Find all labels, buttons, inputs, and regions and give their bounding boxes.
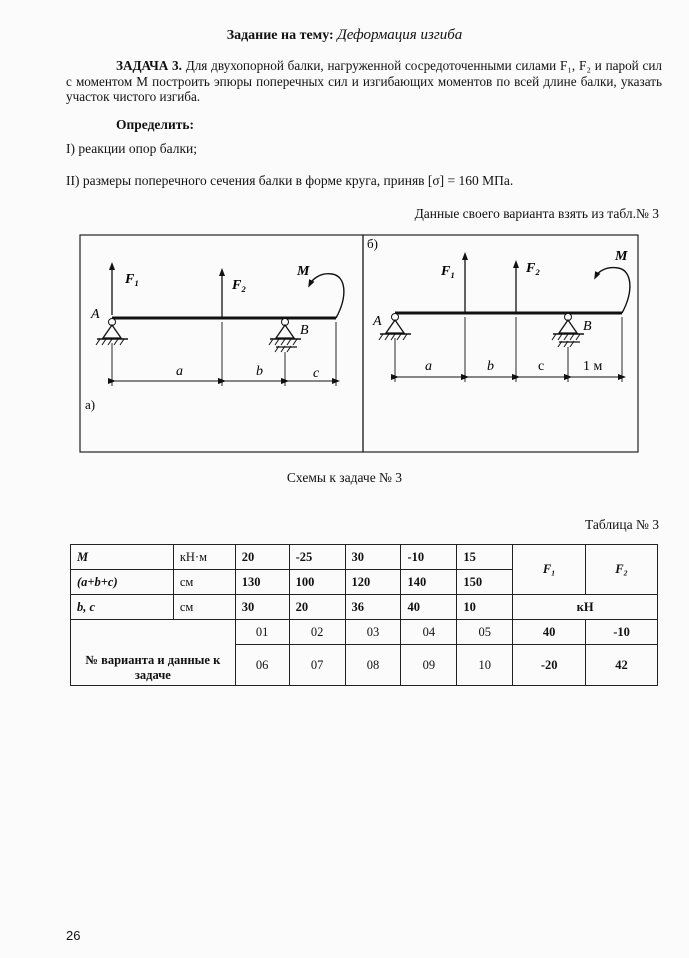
cell-bc-1: 30 bbox=[235, 595, 289, 620]
variant-04: 04 bbox=[401, 620, 457, 645]
variant-08: 08 bbox=[345, 645, 401, 686]
label-dim-1m-b: 1 м bbox=[583, 359, 603, 374]
cell-abc-1: 130 bbox=[235, 570, 289, 595]
header-f2: F₂ bbox=[586, 545, 658, 595]
variant-07: 07 bbox=[289, 645, 345, 686]
row-label-m: M bbox=[71, 545, 174, 570]
label-dim-c-b: c bbox=[538, 359, 545, 374]
cell-m-1: 20 bbox=[235, 545, 289, 570]
moment-m-curve-b bbox=[596, 268, 630, 313]
determine-heading: Определить: bbox=[116, 117, 195, 132]
label-m-b: M bbox=[615, 249, 628, 264]
cell-bc-5: 10 bbox=[457, 595, 513, 620]
f1-row1: 40 bbox=[513, 620, 586, 645]
cell-bc-4: 40 bbox=[401, 595, 457, 620]
table-row bbox=[71, 620, 658, 645]
table-row bbox=[71, 545, 658, 570]
data-table bbox=[70, 544, 658, 686]
variant-02: 02 bbox=[289, 620, 345, 645]
cell-abc-5: 150 bbox=[457, 570, 513, 595]
row-label-abc: (a+b+c) bbox=[71, 570, 174, 595]
variant-note: Данные своего варианта взять из табл.№ 3 bbox=[414, 206, 659, 221]
cell-m-4: -10 bbox=[401, 545, 457, 570]
f1-row2: -20 bbox=[513, 645, 586, 686]
f2-row1: -10 bbox=[586, 620, 658, 645]
row-unit-abc: см bbox=[173, 570, 235, 595]
schemes-caption: Схемы к задаче № 3 bbox=[286, 470, 403, 485]
label-dim-b-a: b bbox=[256, 364, 263, 379]
table-title: Таблица № 3 bbox=[585, 517, 659, 532]
label-f1-b: F₁ bbox=[441, 264, 456, 279]
moment-m-curve-a bbox=[310, 274, 344, 318]
page-number: 26 bbox=[66, 928, 81, 943]
cell-bc-3: 36 bbox=[345, 595, 401, 620]
variant-03: 03 bbox=[345, 620, 401, 645]
cell-m-2: -25 bbox=[289, 545, 345, 570]
panel-b-label: б) bbox=[367, 236, 378, 251]
task-label: ЗАДАЧА 3. bbox=[116, 58, 182, 73]
f2-row2: 42 bbox=[586, 645, 658, 686]
label-support-b-b: B bbox=[583, 319, 592, 334]
label-dim-b-b: b bbox=[487, 359, 494, 374]
panel-a-frame bbox=[80, 235, 363, 452]
panel-b-frame bbox=[363, 235, 638, 452]
determine-item-1: I) реакции опор балки; bbox=[66, 141, 197, 156]
support-a-pin bbox=[96, 319, 128, 346]
label-f1-a: F₁ bbox=[125, 272, 140, 287]
row-label-bc: b, c bbox=[71, 595, 174, 620]
variant-05: 05 bbox=[457, 620, 513, 645]
label-dim-a-a: a bbox=[176, 364, 183, 379]
label-support-b-a: B bbox=[300, 323, 309, 338]
label-m-a: M bbox=[297, 264, 310, 279]
row-unit-bc: см bbox=[173, 595, 235, 620]
task-text: Для двухопорной балки, нагруженной сосредоточенными силами F₁, F₂ и парой сил с моментом M построить эпюры поперечных сил и изгибающих моментов по всей длине балки, указать участок чистого изгиба. bbox=[66, 58, 662, 104]
label-support-a-a: A bbox=[91, 307, 100, 322]
determine-item-2: II) размеры поперечного сечения балки в форме круга, приняв [σ] = 160 МПа. bbox=[66, 173, 514, 188]
label-dim-a-b: a bbox=[425, 359, 432, 374]
variant-10: 10 bbox=[457, 645, 513, 686]
support-b-pin bbox=[552, 314, 584, 348]
cell-abc-2: 100 bbox=[289, 570, 345, 595]
row-unit-m: кН·м bbox=[173, 545, 235, 570]
cell-abc-4: 140 bbox=[401, 570, 457, 595]
variant-09: 09 bbox=[401, 645, 457, 686]
label-f2-a: F₂ bbox=[232, 278, 247, 293]
beam-schemes-figure bbox=[0, 0, 689, 470]
panel-a-label: а) bbox=[85, 397, 96, 412]
label-f2-b: F₂ bbox=[526, 261, 541, 276]
table-row bbox=[71, 595, 658, 620]
cell-abc-3: 120 bbox=[345, 570, 401, 595]
header-f1: F₁ bbox=[513, 545, 586, 595]
cell-bc-2: 20 bbox=[289, 595, 345, 620]
support-b-pin bbox=[269, 319, 301, 353]
title-prefix: Задание на тему: bbox=[226, 28, 334, 43]
cell-m-5: 15 bbox=[457, 545, 513, 570]
label-support-a-b: A bbox=[373, 314, 382, 329]
variant-06: 06 bbox=[235, 645, 289, 686]
scheme-a bbox=[85, 264, 344, 412]
force-unit: кН bbox=[513, 595, 658, 620]
support-a-pin bbox=[379, 314, 411, 341]
variant-label: № варианта и данные к задаче bbox=[71, 620, 236, 686]
variant-01: 01 bbox=[235, 620, 289, 645]
title-topic: Деформация изгиба bbox=[337, 27, 463, 43]
cell-m-3: 30 bbox=[345, 545, 401, 570]
label-dim-c-a: c bbox=[313, 366, 320, 381]
scheme-b bbox=[367, 236, 630, 382]
